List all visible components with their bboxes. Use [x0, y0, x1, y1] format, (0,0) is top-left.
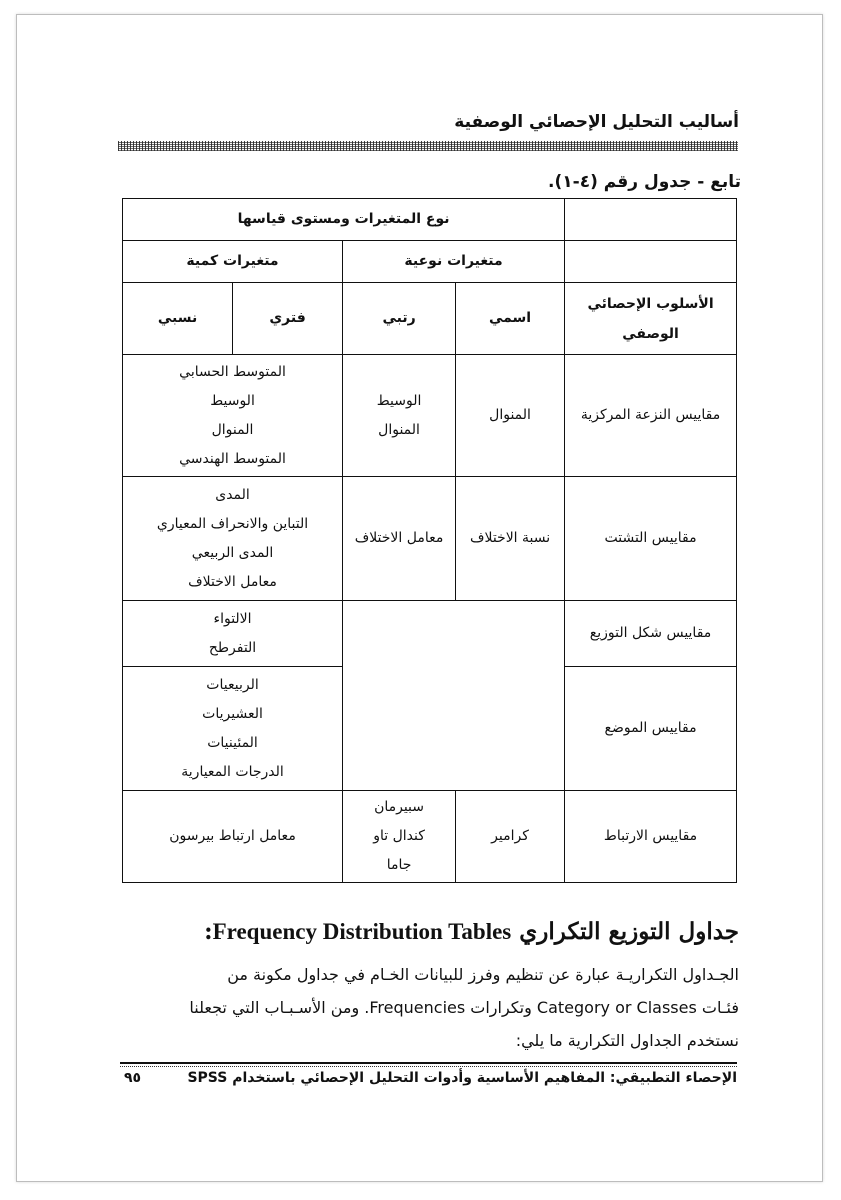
page-number: ٩٥	[124, 1070, 142, 1086]
dispersion-quantitative: المدى التباين والانحراف المعياري المدى الربيعي معامل الاختلاف	[123, 477, 343, 601]
section-title-english: Frequency Distribution Tables	[212, 919, 512, 944]
central-tendency-label: مقاييس النزعة المركزية	[565, 355, 737, 477]
central-nominal: المنوال	[456, 355, 565, 477]
body-paragraph	[99, 958, 739, 1057]
dispersion-label: مقاييس التشتت	[565, 477, 737, 601]
correlation-quantitative: معامل ارتباط بيرسون	[123, 791, 343, 883]
correlation-label: مقاييس الارتباط	[565, 791, 737, 883]
paragraph-line: الجـداول التكراريـة عبارة عن تنظيم وفرز للبيانات الخـام في جداول مكونة من	[227, 965, 739, 984]
qualitative-header: متغيرات نوعية	[343, 241, 565, 283]
section-title-arabic: جداول التوزيع التكراري	[519, 918, 739, 945]
corner-cell-2	[565, 241, 737, 283]
correlation-nominal: كرامير	[456, 791, 565, 883]
table-caption: تابع - جدول رقم (٤-١).	[548, 172, 741, 192]
method-header: الأسلوب الإحصائي الوصفي	[565, 283, 737, 355]
nominal-header: اسمي	[456, 283, 565, 355]
section-title	[204, 918, 739, 945]
running-head: أساليب التحليل الإحصائي الوصفية	[454, 112, 739, 132]
shape-quantitative: الالتواء التفرطح	[123, 601, 343, 667]
correlation-ordinal: سبيرمان كندال تاو جاما	[343, 791, 456, 883]
paragraph-line: نستخدم الجداول التكرارية ما يلي:	[515, 1031, 739, 1050]
position-label: مقاييس الموضع	[565, 667, 737, 791]
central-quantitative: المتوسط الحسابي الوسيط المنوال المتوسط الهندسي	[123, 355, 343, 477]
footer-book-title: الإحصاء التطبيقي: المفاهيم الأساسية وأدوات التحليل الإحصائي باستخدام SPSS	[187, 1070, 737, 1086]
central-ordinal: الوسيط المنوال	[343, 355, 456, 477]
corner-cell	[565, 199, 737, 241]
dispersion-nominal: نسبة الاختلاف	[456, 477, 565, 601]
paragraph-line: فئـات Category or Classes وتكرارات Frequencies. ومن الأسـبـاب التي تجعلنا	[189, 998, 739, 1017]
statistics-table	[122, 198, 737, 883]
ratio-header: نسبي	[123, 283, 233, 355]
section-title-colon: :	[204, 918, 213, 945]
variable-type-header: نوع المتغيرات ومستوى قياسها	[123, 199, 565, 241]
footer-rule	[120, 1062, 737, 1064]
shape-label: مقاييس شكل التوزيع	[565, 601, 737, 667]
dispersion-ordinal: معامل الاختلاف	[343, 477, 456, 601]
interval-header: فتري	[233, 283, 343, 355]
position-quantitative: الربيعيات العشيريات المئينيات الدرجات المعيارية	[123, 667, 343, 791]
header-rule	[118, 141, 738, 151]
quantitative-header: متغيرات كمية	[123, 241, 343, 283]
empty-qualitative-block	[343, 601, 565, 791]
ordinal-header: رتبي	[343, 283, 456, 355]
